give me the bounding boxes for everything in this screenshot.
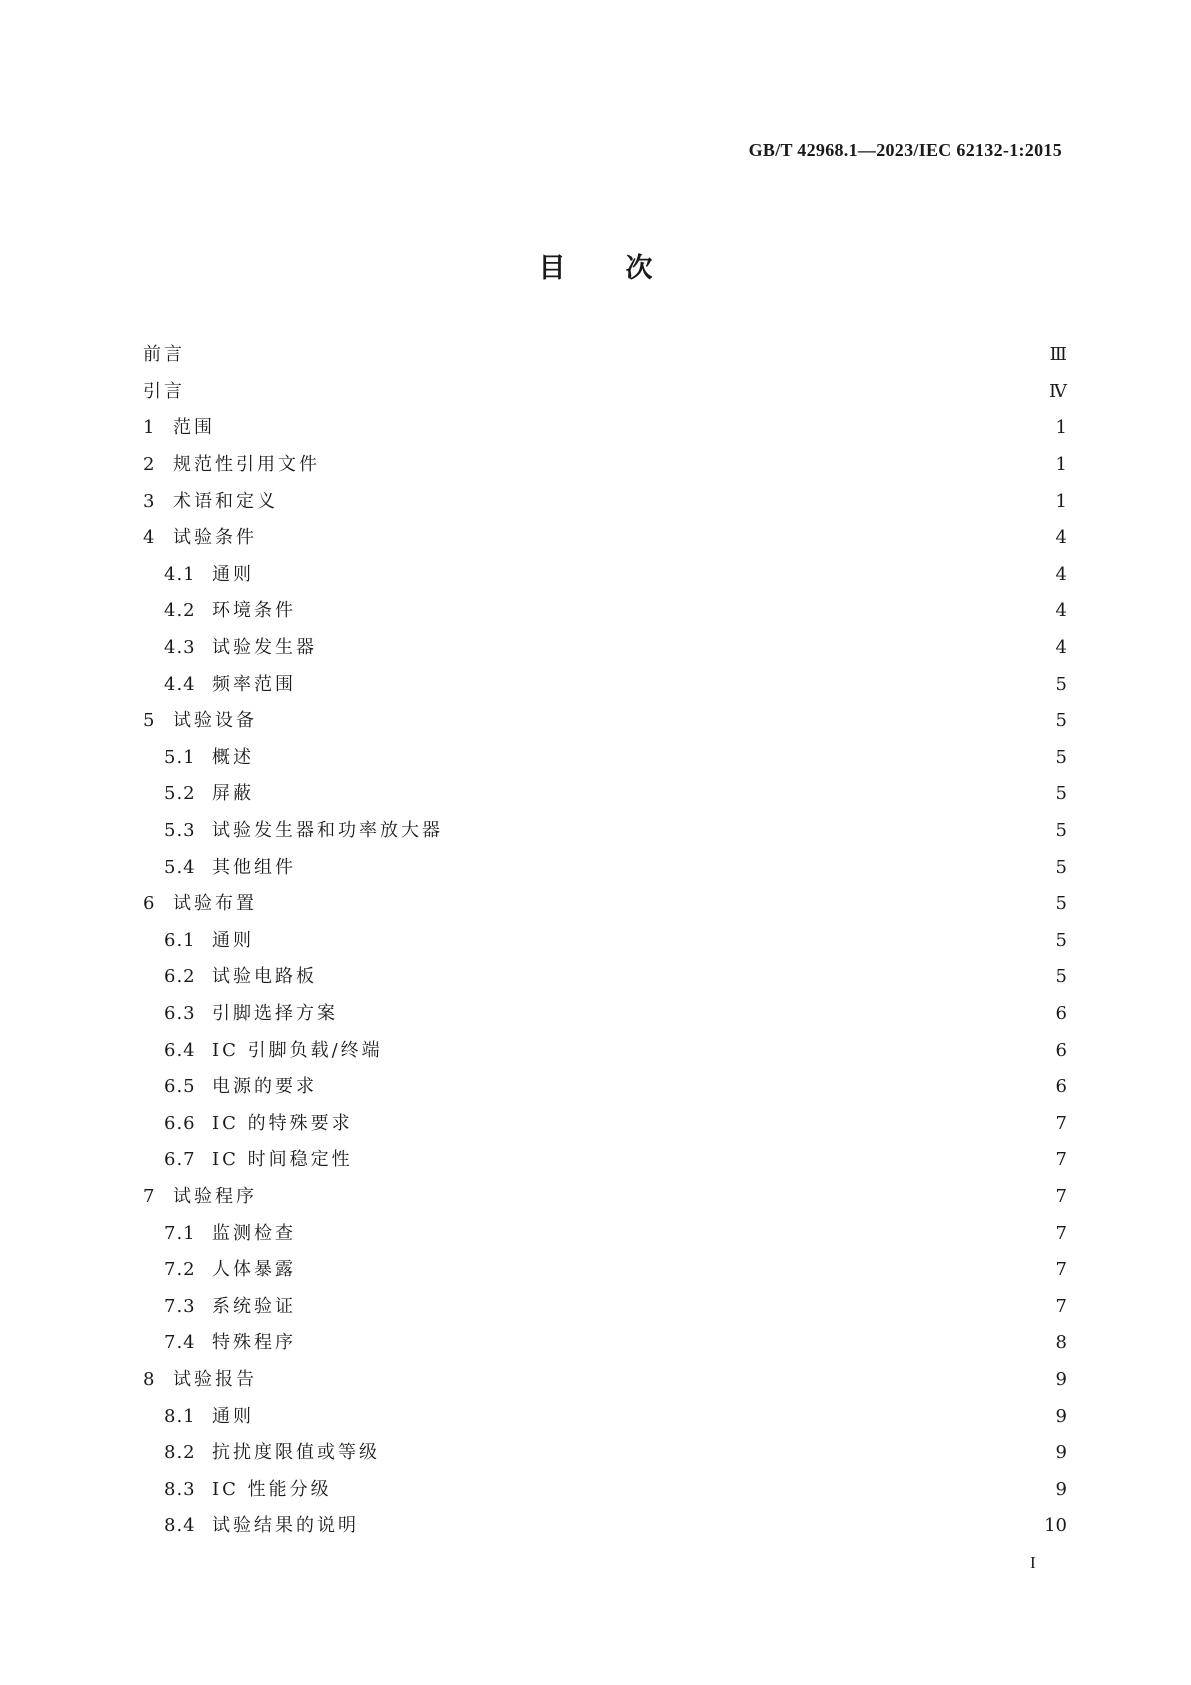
toc-entry-page: 1 bbox=[1055, 417, 1067, 439]
toc-entry-page: 5 bbox=[1055, 966, 1067, 988]
toc-entry-page: 7 bbox=[1055, 1259, 1067, 1281]
toc-dot-leader bbox=[361, 1150, 1049, 1170]
toc-entry-label: 引言 bbox=[143, 380, 185, 402]
toc-entry-number: 6.2 bbox=[164, 966, 196, 988]
toc-entry-label: 试验布置 bbox=[173, 893, 257, 915]
toc-entry-page: 4 bbox=[1055, 563, 1067, 585]
toc-dot-leader bbox=[265, 1370, 1049, 1390]
toc-entry-number: 8.4 bbox=[164, 1515, 196, 1537]
toc-entry[interactable] bbox=[143, 1142, 1067, 1179]
toc-entry[interactable] bbox=[143, 630, 1067, 667]
toc-entry[interactable] bbox=[143, 520, 1067, 557]
toc-entry-label: 引脚选择方案 bbox=[212, 1002, 338, 1024]
toc-entry-number: 4 bbox=[143, 527, 156, 549]
toc-entry-page: 4 bbox=[1055, 600, 1067, 622]
toc-dot-leader bbox=[262, 784, 1049, 804]
toc-entry-label: 试验结果的说明 bbox=[212, 1515, 359, 1537]
toc-entry[interactable] bbox=[143, 703, 1067, 740]
toc-dot-leader bbox=[391, 1041, 1049, 1061]
toc-entry-number: 6.6 bbox=[164, 1112, 196, 1134]
standard-number: GB/T 42968.1—2023/IEC 62132-1:2015 bbox=[748, 140, 1062, 160]
toc-entry-number: 6.7 bbox=[164, 1149, 196, 1171]
toc-dot-leader bbox=[193, 382, 1043, 402]
toc-entry-number: 4.2 bbox=[164, 600, 196, 622]
toc-entry-label: 范围 bbox=[173, 417, 215, 439]
toc-dot-leader bbox=[193, 345, 1044, 365]
toc-dot-leader bbox=[451, 821, 1049, 841]
toc-entry-label: 系统验证 bbox=[212, 1295, 296, 1317]
toc-dot-leader bbox=[340, 1480, 1049, 1500]
toc-entry[interactable] bbox=[143, 374, 1067, 411]
toc-entry-page: 7 bbox=[1055, 1112, 1067, 1134]
toc-entry-number: 4.1 bbox=[164, 563, 196, 585]
toc-entry[interactable] bbox=[143, 1508, 1067, 1545]
toc-entry-page: 5 bbox=[1055, 929, 1067, 951]
toc-entry-number: 8.1 bbox=[164, 1405, 196, 1427]
toc-entry-page: 7 bbox=[1055, 1149, 1067, 1171]
toc-entry[interactable] bbox=[143, 1215, 1067, 1252]
toc-entry-label: 抗扰度限值或等级 bbox=[212, 1442, 380, 1464]
toc-dot-leader bbox=[265, 711, 1049, 731]
toc-entry-page: 7 bbox=[1055, 1185, 1067, 1207]
toc-entry-label: 试验设备 bbox=[173, 710, 257, 732]
toc-dot-leader bbox=[328, 455, 1049, 475]
toc-dot-leader bbox=[304, 1224, 1049, 1244]
toc-entry[interactable] bbox=[143, 1179, 1067, 1216]
toc-entry-label: 人体暴露 bbox=[212, 1259, 296, 1281]
toc-entry-label: 特殊程序 bbox=[212, 1332, 296, 1354]
toc-entry-number: 7.3 bbox=[164, 1295, 196, 1317]
toc-entry-label: 概述 bbox=[212, 746, 254, 768]
toc-entry-label: IC 性能分级 bbox=[212, 1478, 332, 1500]
toc-entry-label: 屏蔽 bbox=[212, 783, 254, 805]
toc-entry-label: 前言 bbox=[143, 344, 185, 366]
toc-entry-number: 7.1 bbox=[164, 1222, 196, 1244]
toc-entry-number: 5.4 bbox=[164, 856, 196, 878]
toc-entry-label: 试验程序 bbox=[173, 1185, 257, 1207]
table-of-contents bbox=[143, 337, 1067, 1545]
toc-dot-leader bbox=[325, 638, 1049, 658]
toc-entry-page: 5 bbox=[1055, 820, 1067, 842]
toc-dot-leader bbox=[304, 675, 1049, 695]
toc-entry-number: 5.3 bbox=[164, 820, 196, 842]
toc-entry-page: 1 bbox=[1055, 454, 1067, 476]
toc-entry[interactable] bbox=[143, 849, 1067, 886]
toc-entry-label: IC 引脚负载/终端 bbox=[212, 1039, 383, 1061]
toc-entry-label: 通则 bbox=[212, 929, 254, 951]
toc-entry-label: 环境条件 bbox=[212, 600, 296, 622]
toc-entry-label: IC 时间稳定性 bbox=[212, 1149, 353, 1171]
toc-dot-leader bbox=[262, 1407, 1049, 1427]
toc-entry-page: Ⅳ bbox=[1049, 380, 1067, 402]
toc-entry-page: 4 bbox=[1055, 527, 1067, 549]
toc-entry-page: 1 bbox=[1055, 490, 1067, 512]
toc-entry-page: 6 bbox=[1055, 1039, 1067, 1061]
toc-entry[interactable] bbox=[143, 1288, 1067, 1325]
toc-entry-number: 8.2 bbox=[164, 1442, 196, 1464]
toc-entry[interactable] bbox=[143, 1398, 1067, 1435]
toc-entry-number: 6 bbox=[143, 893, 156, 915]
toc-dot-leader bbox=[265, 1187, 1049, 1207]
toc-entry[interactable] bbox=[143, 886, 1067, 923]
toc-entry[interactable] bbox=[143, 996, 1067, 1033]
toc-entry-label: 试验发生器 bbox=[212, 637, 317, 659]
toc-dot-leader bbox=[304, 601, 1049, 621]
toc-entry-page: 4 bbox=[1055, 637, 1067, 659]
toc-dot-leader bbox=[346, 1004, 1049, 1024]
toc-entry[interactable] bbox=[143, 1069, 1067, 1106]
toc-dot-leader bbox=[304, 858, 1049, 878]
toc-entry-page: 8 bbox=[1055, 1332, 1067, 1354]
toc-entry-label: 其他组件 bbox=[212, 856, 296, 878]
toc-dot-leader bbox=[325, 967, 1049, 987]
toc-dot-leader bbox=[304, 1333, 1049, 1353]
toc-entry-number: 3 bbox=[143, 490, 156, 512]
toc-entry[interactable] bbox=[143, 1252, 1067, 1289]
toc-entry[interactable] bbox=[143, 1032, 1067, 1069]
page-title: 目次 bbox=[538, 253, 713, 284]
toc-dot-leader bbox=[223, 418, 1049, 438]
toc-entry-label: 规范性引用文件 bbox=[173, 454, 320, 476]
toc-entry-number: 6.3 bbox=[164, 1002, 196, 1024]
toc-entry-page: 5 bbox=[1055, 856, 1067, 878]
toc-entry[interactable] bbox=[143, 666, 1067, 703]
toc-entry-page: 7 bbox=[1055, 1222, 1067, 1244]
toc-entry-number: 6.4 bbox=[164, 1039, 196, 1061]
toc-entry[interactable] bbox=[143, 337, 1067, 374]
toc-entry[interactable] bbox=[143, 1471, 1067, 1508]
toc-entry-label: 电源的要求 bbox=[212, 1076, 317, 1098]
toc-dot-leader bbox=[388, 1443, 1049, 1463]
toc-dot-leader bbox=[361, 1114, 1049, 1134]
toc-entry-number: 4.4 bbox=[164, 673, 196, 695]
toc-entry[interactable] bbox=[143, 447, 1067, 484]
toc-entry-page: 7 bbox=[1055, 1295, 1067, 1317]
toc-entry-label: 试验条件 bbox=[173, 527, 257, 549]
toc-dot-leader bbox=[262, 565, 1049, 585]
toc-entry-number: 5 bbox=[143, 710, 156, 732]
toc-entry[interactable] bbox=[143, 813, 1067, 850]
toc-entry-page: 10 bbox=[1044, 1515, 1067, 1537]
toc-entry-page: Ⅲ bbox=[1049, 344, 1067, 366]
toc-entry-label: IC 的特殊要求 bbox=[212, 1112, 353, 1134]
toc-entry-label: 频率范围 bbox=[212, 673, 296, 695]
toc-entry-number: 5.1 bbox=[164, 746, 196, 768]
toc-entry-page: 9 bbox=[1055, 1368, 1067, 1390]
toc-dot-leader bbox=[325, 1077, 1049, 1097]
toc-entry-page: 5 bbox=[1055, 673, 1067, 695]
toc-entry-number: 6.1 bbox=[164, 929, 196, 951]
toc-entry-label: 试验报告 bbox=[173, 1368, 257, 1390]
toc-entry-number: 5.2 bbox=[164, 783, 196, 805]
toc-dot-leader bbox=[286, 492, 1049, 512]
toc-dot-leader bbox=[265, 528, 1049, 548]
toc-entry[interactable] bbox=[143, 593, 1067, 630]
toc-entry-label: 试验发生器和功率放大器 bbox=[212, 820, 443, 842]
toc-dot-leader bbox=[367, 1516, 1038, 1536]
toc-entry-label: 试验电路板 bbox=[212, 966, 317, 988]
toc-dot-leader bbox=[265, 894, 1049, 914]
toc-entry[interactable] bbox=[143, 923, 1067, 960]
toc-entry-page: 6 bbox=[1055, 1076, 1067, 1098]
toc-entry-page: 5 bbox=[1055, 783, 1067, 805]
toc-entry[interactable] bbox=[143, 1362, 1067, 1399]
toc-entry[interactable] bbox=[143, 776, 1067, 813]
toc-entry-label: 术语和定义 bbox=[173, 490, 278, 512]
toc-entry-page: 5 bbox=[1055, 893, 1067, 915]
toc-entry-number: 8 bbox=[143, 1368, 156, 1390]
toc-entry[interactable] bbox=[143, 959, 1067, 996]
toc-entry-number: 7 bbox=[143, 1185, 156, 1207]
toc-entry-page: 9 bbox=[1055, 1442, 1067, 1464]
toc-entry[interactable] bbox=[143, 740, 1067, 777]
toc-entry-number: 7.2 bbox=[164, 1259, 196, 1281]
toc-entry-page: 5 bbox=[1055, 710, 1067, 732]
toc-entry-page: 6 bbox=[1055, 1002, 1067, 1024]
toc-entry[interactable] bbox=[143, 410, 1067, 447]
toc-dot-leader bbox=[304, 1260, 1049, 1280]
toc-entry-page: 5 bbox=[1055, 746, 1067, 768]
toc-entry-label: 监测检查 bbox=[212, 1222, 296, 1244]
toc-entry-label: 通则 bbox=[212, 1405, 254, 1427]
toc-entry[interactable] bbox=[143, 1435, 1067, 1472]
toc-dot-leader bbox=[262, 931, 1049, 951]
toc-entry[interactable] bbox=[143, 1325, 1067, 1362]
toc-entry-number: 8.3 bbox=[164, 1478, 196, 1500]
toc-entry-number: 6.5 bbox=[164, 1076, 196, 1098]
toc-entry[interactable] bbox=[143, 557, 1067, 594]
toc-entry-number: 4.3 bbox=[164, 637, 196, 659]
toc-entry-number: 1 bbox=[143, 417, 156, 439]
toc-entry[interactable] bbox=[143, 483, 1067, 520]
page-number: I bbox=[1030, 1553, 1036, 1572]
toc-dot-leader bbox=[262, 748, 1049, 768]
toc-entry-page: 9 bbox=[1055, 1478, 1067, 1500]
toc-entry-page: 9 bbox=[1055, 1405, 1067, 1427]
toc-dot-leader bbox=[304, 1297, 1049, 1317]
toc-entry[interactable] bbox=[143, 1105, 1067, 1142]
toc-entry-number: 7.4 bbox=[164, 1332, 196, 1354]
toc-entry-number: 2 bbox=[143, 454, 156, 476]
toc-entry-label: 通则 bbox=[212, 563, 254, 585]
